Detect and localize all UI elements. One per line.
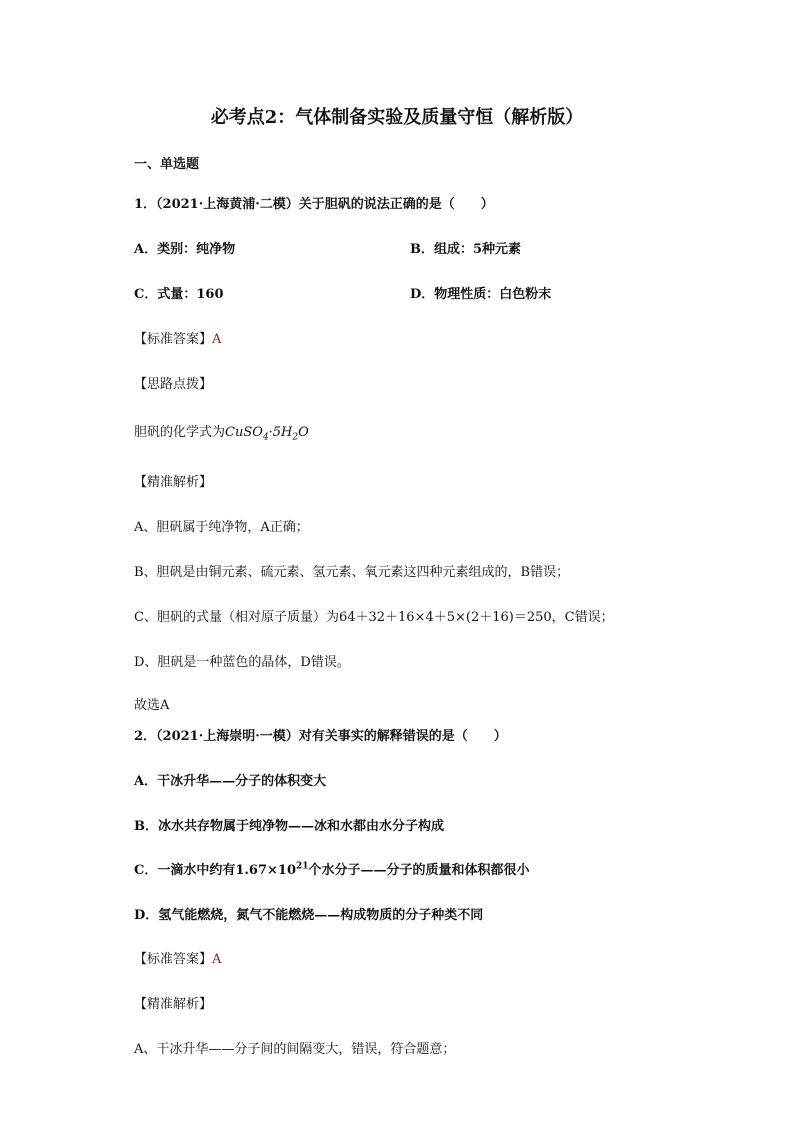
analysis-line-c: C、胆矾的式量（相对原子质量）为64＋32＋16×4＋5×(2＋16)＝250，C错误； [134, 610, 614, 625]
q1-option-a: A．类别：纯净物 [134, 242, 236, 257]
q1-option-c: C．式量：160 [134, 287, 224, 302]
q2-answer [134, 951, 221, 969]
answer-label: 【标准答案】 [134, 952, 213, 967]
q1-answer [134, 331, 221, 349]
analysis-line-d: D、胆矾是一种蓝色的晶体，D错误。 [134, 655, 350, 670]
hint-label: 【思路点拨】 [134, 377, 213, 392]
question-1-stem: 1．（2021·上海黄浦·二模）关于胆矾的说法正确的是（ ） [134, 197, 494, 212]
q2-option-d: D．氢气能燃烧，氮气不能燃烧——构成物质的分子种类不同 [134, 908, 484, 923]
q2-option-a: A．干冰升华——分子的体积变大 [134, 774, 327, 789]
section-heading: 一、单选题 [134, 157, 200, 172]
answer-value: A [212, 332, 222, 347]
chemical-formula: $CuSO_4\cdot 5H_2O$ [225, 425, 309, 443]
q2-analysis-label: 【精准解析】 [134, 997, 213, 1012]
hint-text [134, 424, 309, 442]
conclusion: 故选A [134, 698, 170, 713]
answer-label: 【标准答案】 [134, 332, 213, 347]
hint-text-label: 胆矾的化学式为 [134, 425, 226, 440]
analysis-label: 【精准解析】 [134, 475, 213, 490]
q2-option-c: C．一滴水中约有$1.67\times 10^{21}$个水分子——分子的质量和体积都很小 [134, 861, 530, 878]
q1-option-d: D．物理性质：白色粉末 [410, 287, 552, 302]
q2-option-b: B．冰水共存物属于纯净物——冰和水都由水分子构成 [134, 819, 444, 834]
q1-option-b: B．组成：5种元素 [410, 242, 522, 257]
answer-value: A [212, 952, 222, 967]
question-2-stem: 2．（2021·上海崇明·一模）对有关事实的解释错误的是（ ） [134, 729, 507, 744]
page-title: 必考点2：气体制备实验及质量守恒（解析版） [210, 107, 584, 128]
analysis-line-b: B、胆矾是由铜元素、硫元素、氢元素、氧元素这四种元素组成的，B错误； [134, 565, 570, 580]
analysis-line-a: A、胆矾属于纯净物，A正确； [134, 520, 309, 535]
q2-analysis-line-a: A、干冰升华——分子间的间隔变大，错误，符合题意； [134, 1042, 456, 1057]
